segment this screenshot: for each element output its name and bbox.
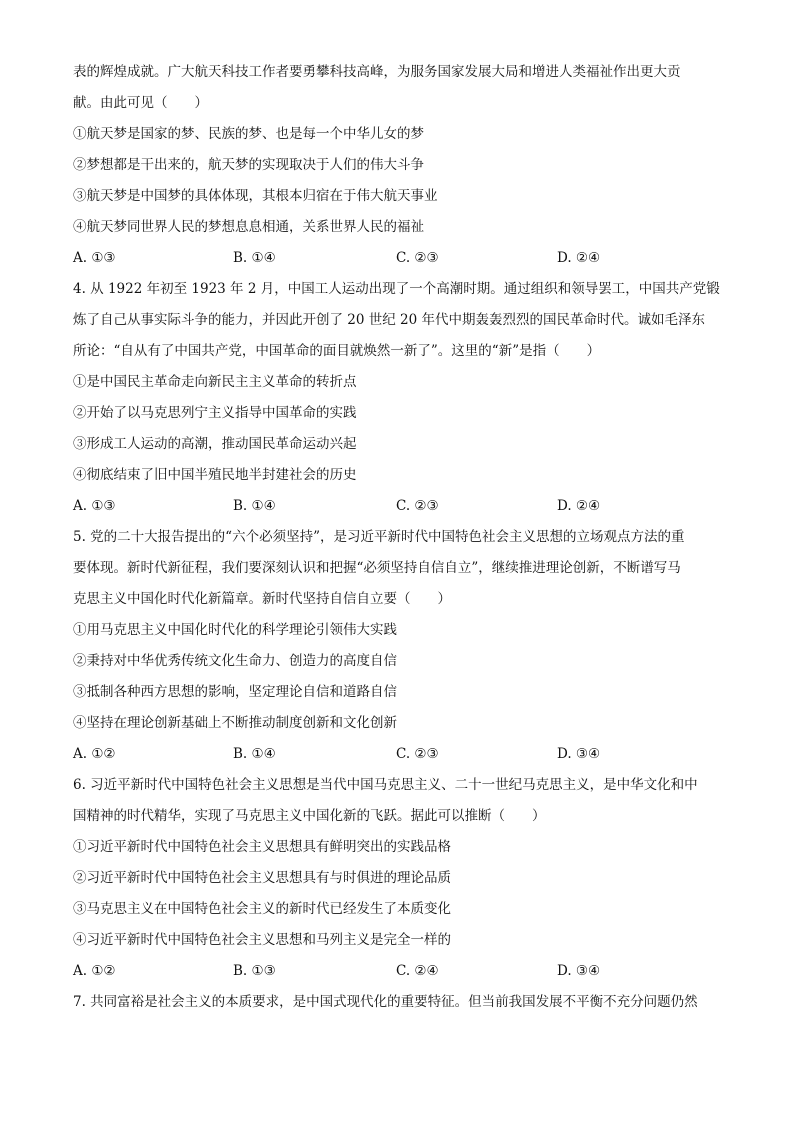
option-a: A. ①③ [73, 250, 116, 266]
statement-4: ④航天梦同世界人民的梦想息息相通，关系世界人民的福祉 [73, 219, 424, 235]
question-stem-line: 所论：“自从有了中国共产党，中国革命的面目就焕然一新了”。这里的“新”是指（ ） [73, 343, 601, 359]
statement-1: ①习近平新时代中国特色社会主义思想具有鲜明突出的实践品格 [73, 839, 451, 855]
statement-2: ②梦想都是干出来的，航天梦的实现取决于人们的伟大斗争 [73, 157, 424, 173]
question-stem-line: 7. 共同富裕是社会主义的本质要求，是中国式现代化的重要特征。但当前我国发展不平衡不充分问题仍然 [73, 994, 698, 1010]
statement-3: ③抵制各种西方思想的影响，坚定理论自信和道路自信 [73, 684, 397, 700]
option-d: D. ③④ [557, 746, 601, 762]
statement-2: ②习近平新时代中国特色社会主义思想具有与时俱进的理论品质 [73, 870, 451, 886]
statement-4: ④习近平新时代中国特色社会主义思想和马列主义是完全一样的 [73, 932, 451, 948]
option-d: D. ②④ [557, 250, 601, 266]
question-stem-line: 4. 从 1922 年初至 1923 年 2 月，中国工人运动出现了一个高潮时期。通过组织和领导罢工，中国共产党锻 [73, 281, 720, 297]
question-stem-line: 献。由此可见（ ） [73, 95, 208, 111]
question-stem-line: 6. 习近平新时代中国特色社会主义思想是当代中国马克思主义、二十一世纪马克思主义，是中华文化和中 [73, 777, 698, 793]
option-c: C. ②④ [396, 963, 439, 979]
option-d: D. ③④ [557, 963, 601, 979]
option-d: D. ②④ [557, 498, 601, 514]
statement-2: ②秉持对中华优秀传统文化生命力、创造力的高度自信 [73, 653, 397, 669]
statement-1: ①用马克思主义中国化时代化的科学理论引领伟大实践 [73, 622, 397, 638]
question-7 [73, 992, 723, 1023]
statement-3: ③马克思主义在中国特色社会主义的新时代已经发生了本质变化 [73, 901, 451, 917]
question-stem-line: 5. 党的二十大报告提出的“六个必须坚持”，是习近平新时代中国特色社会主义思想的立场观点方法的重 [73, 529, 685, 545]
question-5 [73, 527, 723, 775]
statement-1: ①是中国民主革命走向新民主主义革命的转折点 [73, 374, 357, 390]
answer-options [73, 744, 723, 775]
question-3 [73, 62, 723, 279]
question-stem-line: 克思主义中国化时代化新篇章。新时代坚持自信自立要（ ） [73, 591, 451, 607]
option-a: A. ①② [73, 746, 116, 762]
option-a: A. ①③ [73, 498, 116, 514]
question-stem-line: 要体现。新时代新征程，我们要深刻认识和把握“必须坚持自信自立”，继续推进理论创新，不断谱写马 [73, 560, 681, 576]
question-4 [73, 279, 723, 527]
question-stem-line: 表的辉煌成就。广大航天科技工作者要勇攀科技高峰，为服务国家发展大局和增进人类福祉作出更大贡 [73, 64, 681, 80]
option-a: A. ①② [73, 963, 116, 979]
statement-1: ①航天梦是国家的梦、民族的梦、也是每一个中华儿女的梦 [73, 126, 424, 142]
answer-options [73, 496, 723, 527]
answer-options [73, 248, 723, 279]
question-6 [73, 775, 723, 992]
option-b: B. ①④ [233, 746, 276, 762]
option-b: B. ①③ [233, 963, 276, 979]
answer-options [73, 961, 723, 992]
option-c: C. ②③ [396, 498, 439, 514]
statement-3: ③形成工人运动的高潮，推动国民革命运动兴起 [73, 436, 357, 452]
exam-page [73, 62, 723, 1023]
statement-2: ②开始了以马克思列宁主义指导中国革命的实践 [73, 405, 357, 421]
option-c: C. ②③ [396, 250, 439, 266]
option-b: B. ①④ [233, 498, 276, 514]
statement-4: ④彻底结束了旧中国半殖民地半封建社会的历史 [73, 467, 357, 483]
question-stem-line: 炼了自己从事实际斗争的能力，并因此开创了 20 世纪 20 年代中期轰轰烈烈的国民革命时代。诚如毛泽东 [73, 312, 706, 328]
question-stem-line: 国精神的时代精华，实现了马克思主义中国化新的飞跃。据此可以推断（ ） [73, 808, 546, 824]
statement-3: ③航天梦是中国梦的具体体现，其根本归宿在于伟大航天事业 [73, 188, 438, 204]
option-c: C. ②③ [396, 746, 439, 762]
statement-4: ④坚持在理论创新基础上不断推动制度创新和文化创新 [73, 715, 397, 731]
option-b: B. ①④ [233, 250, 276, 266]
